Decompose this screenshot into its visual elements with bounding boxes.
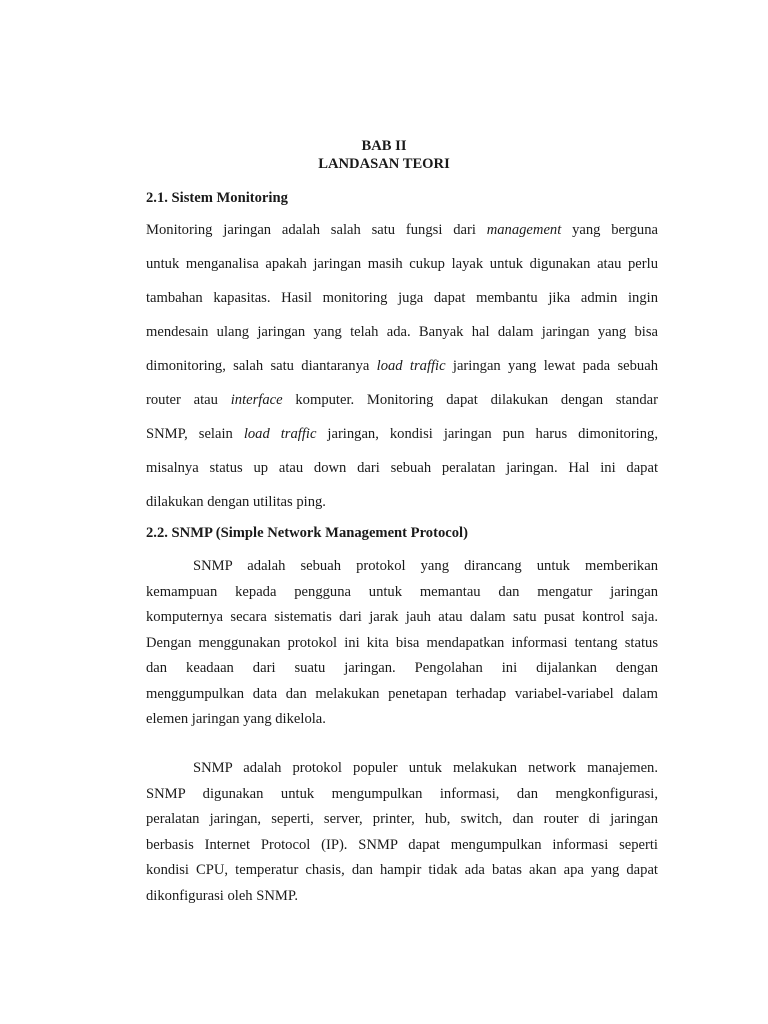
paragraph-line: komputernya secara sistematis dari jarak jauh atau dalam satu pusat kontrol saja. (146, 609, 658, 625)
paragraph-line: menggumpulkan data dan melakukan penetapan terhadap variabel-variabel dalam (146, 685, 658, 702)
paragraph-line: berbasis Internet Protocol (IP). SNMP dapat mengumpulkan informasi seperti (146, 836, 658, 853)
paragraph-line: kemampuan kepada pengguna untuk memantau dan mengatur jaringan (146, 583, 658, 600)
paragraph-line: dimonitoring, salah satu diantaranya load traffic jaringan yang lewat pada sebuah (146, 358, 658, 374)
section-heading-2-2: 2.2. SNMP (Simple Network Management Protocol) (146, 525, 468, 541)
paragraph-line: tambahan kapasitas. Hasil monitoring juga dapat membantu jika admin ingin (146, 290, 658, 306)
paragraph-line: peralatan jaringan, seperti, server, printer, hub, switch, dan router di jaringan (146, 811, 658, 827)
paragraph-line: dikonfigurasi oleh SNMP. (146, 887, 299, 904)
paragraph-line: SNMP digunakan untuk mengumpulkan informasi, dan mengkonfigurasi, (146, 785, 658, 802)
paragraph-line: elemen jaringan yang dikelola. (146, 711, 326, 727)
section-heading-2-1: 2.1. Sistem Monitoring (146, 190, 288, 206)
chapter-number: BAB II (361, 138, 407, 154)
paragraph-line: Monitoring jaringan adalah salah satu fungsi dari management yang berguna (146, 222, 659, 238)
paragraph-line: mendesain ulang jaringan yang telah ada. Banyak hal dalam jaringan yang bisa (146, 324, 658, 340)
paragraph-line: kondisi CPU, temperatur chasis, dan hampir tidak ada batas akan apa yang dapat (146, 862, 658, 878)
paragraph-snmp-definition (146, 557, 658, 736)
paragraph-line: Dengan menggunakan protokol ini kita bisa mendapatkan informasi tentang status (146, 634, 658, 651)
paragraph-line: SNMP adalah protokol populer untuk melakukan network manajemen. (193, 760, 658, 776)
paragraph-sistem-monitoring (146, 221, 658, 527)
paragraph-line: SNMP, selain load traffic jaringan, kondisi jaringan pun harus dimonitoring, (146, 426, 658, 442)
paragraph-line: dan keadaan dari suatu jaringan. Pengolahan ini dijalankan dengan (146, 660, 658, 676)
paragraph-line: router atau interface komputer. Monitoring dapat dilakukan dengan standar (146, 392, 658, 408)
paragraph-snmp-usage (146, 759, 658, 912)
paragraph-line: SNMP adalah sebuah protokol yang dirancang untuk memberikan (193, 558, 658, 574)
chapter-title: LANDASAN TEORI (318, 156, 450, 172)
paragraph-line: misalnya status up atau down dari sebuah peralatan jaringan. Hal ini dapat (146, 460, 658, 476)
paragraph-line: untuk menganalisa apakah jaringan masih cukup layak untuk digunakan atau perlu (146, 256, 658, 272)
paragraph-line: dilakukan dengan utilitas ping. (146, 494, 326, 510)
